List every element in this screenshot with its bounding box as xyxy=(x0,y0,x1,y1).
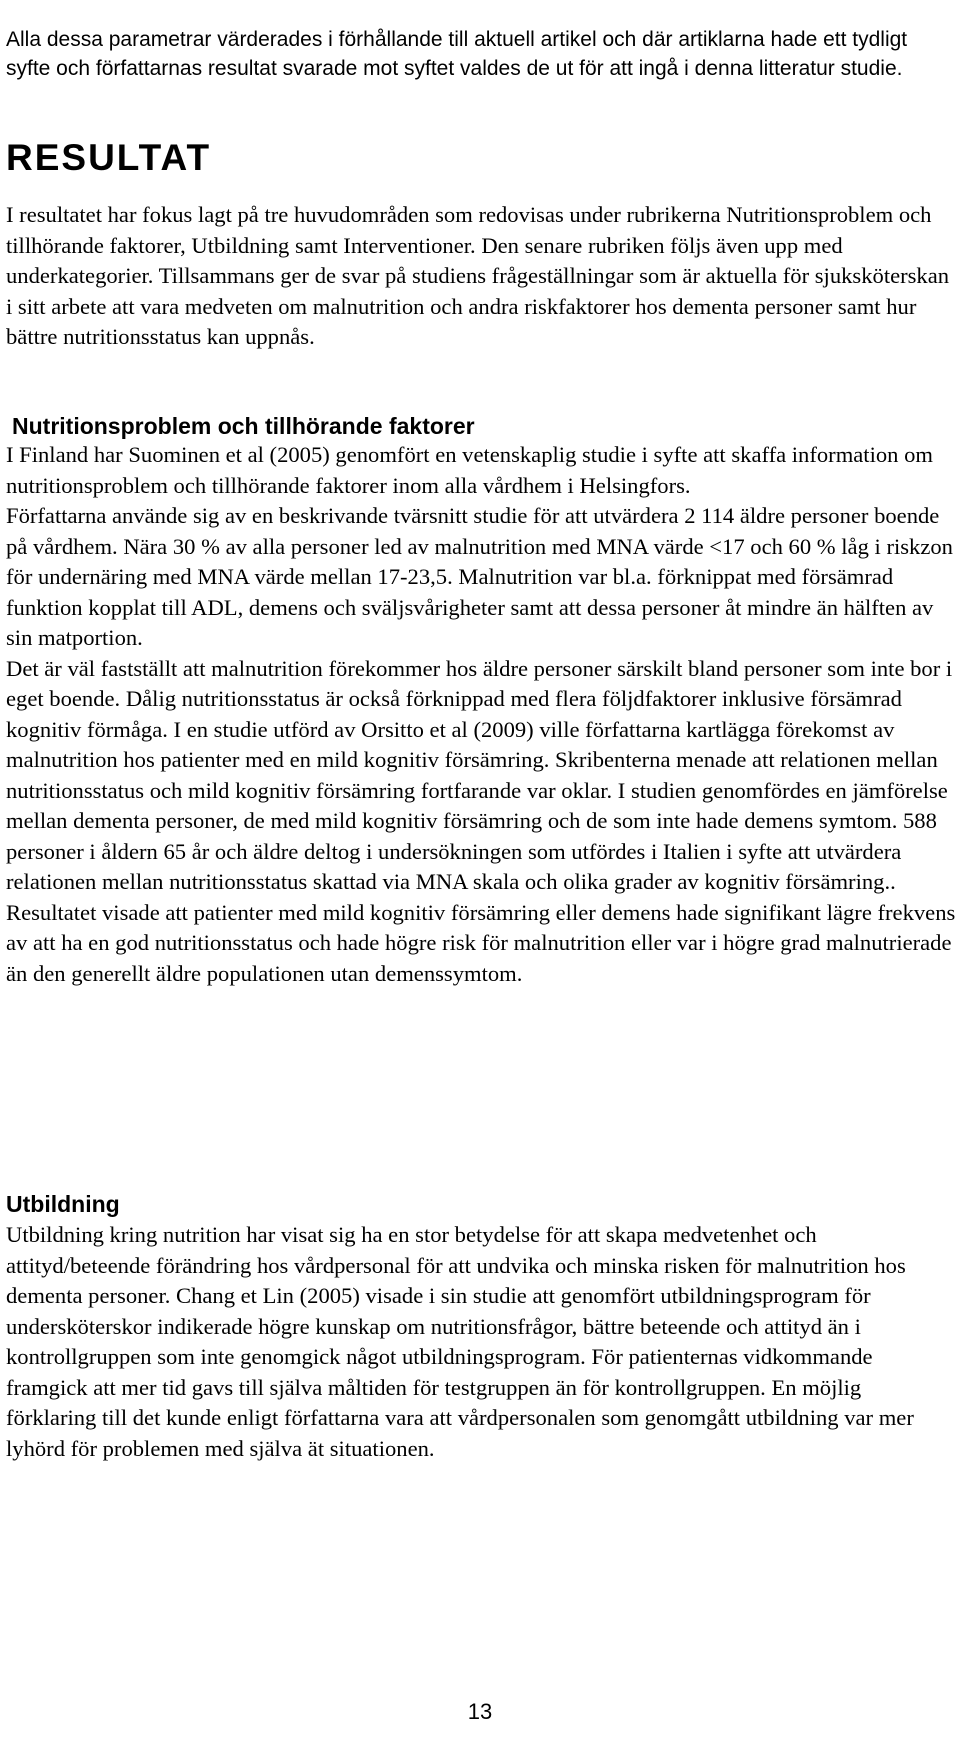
education-paragraph: Utbildning kring nutrition har visat sig ha en stor betydelse för att skapa medvetenhet och attityd/beteende förändring hos vårdpersonal för att undvika och minska risken för malnutrition hos dementa personer. Chang et Lin (2005) visade i sin studie att genomfört utbildningsprogram för undersköterskor indikerade högre kunskap om nutritionsfrågor, bättre beteende och attityd än i kontrollgruppen som inte genomgick något utbildningsprogram. För patienternas vidkommande framgick att mer tid gavs till själva måltiden för testgruppen än för kontrollgruppen. En möjlig förklaring till det kunde enligt författarna vara att vårdpersonalen som genomgått utbildning var mer lyhörd för problemen med själva ät situationen. xyxy=(6,1222,914,1461)
nutrition-paragraph: Författarna använde sig av en beskrivande tvärsnitt studie för att utvärdera 2 114 äldre personer boende på vårdhem. Nära 30 % av alla personer led av malnutrition med MNA värde <17 och 60 % låg i riskzon för undernäring med MNA värde mellan 17-23,5. Malnutrition var bl.a. förknippat med försämrad funktion kopplat till ADL, demens och sväljsvårigheter samt att dessa personer åt mindre än hälften av sin matportion. xyxy=(6,503,953,650)
result-intro-paragraph: I resultatet har fokus lagt på tre huvudområden som redovisas under rubrikerna Nutritionsproblem och tillhörande faktorer, Utbildning samt Interventioner. Den senare rubriken följs även upp med underkategorier. Tillsammans ger de svar på studiens frågeställningar som är aktuella för sjuksköterskan i sitt arbete att vara medveten om malnutrition och andra riskfaktorer hos dementa personer samt hur bättre nutritionsstatus kan uppnås. xyxy=(6,202,950,349)
page-number: 13 xyxy=(467,1699,493,1724)
nutrition-paragraph: I Finland har Suominen et al (2005) genomfört en vetenskaplig studie i syfte att skaffa information om nutritionsproblem och tillhörande faktorer inom alla vårdhem i Helsingfors. xyxy=(6,442,933,498)
nutrition-heading: Nutritionsproblem och tillhörande faktorer xyxy=(12,413,475,439)
result-heading: RESULTAT xyxy=(6,137,212,178)
education-heading: Utbildning xyxy=(6,1191,120,1217)
nutrition-paragraph: Det är väl fastställt att malnutrition förekommer hos äldre personer särskilt bland personer som inte bor i eget boende. Dålig nutritionsstatus är också förknippad med flera följdfaktorer inklusive försämrad kognitiv förmåga. I en studie utförd av Orsitto et al (2009) ville författarna kartlägga förekomst av malnutrition hos patienter med en mild kognitiv försämring. Skribenterna menade att relationen mellan nutritionsstatus och mild kognitiv försämring fortfarande var oklar. I studien genomfördes en jämförelse mellan dementa personer, de med mild kognitiv försämring och de som inte hade demens symtom. 588 personer i åldern 65 år och äldre deltog i undersökningen som utfördes i Italien i syfte att utvärdera relationen mellan nutritionsstatus skattad via MNA skala och olika grader av kognitiv försämring.. Resultatet visade att patienter med mild kognitiv försämring eller demens hade signifikant lägre frekvens av att ha en god nutritionsstatus och hade högre risk för malnutrition eller var i högre grad malnutrierade än den generellt äldre populationen utan demenssymtom. xyxy=(6,655,956,986)
lead-paragraph: Alla dessa parametrar värderades i förhållande till aktuell artikel och där artiklarna hade ett tydligt syfte och författarnas resultat svarade mot syftet valdes de ut för att ingå i denna litteratur studie. xyxy=(6,28,908,80)
nutrition-section-body xyxy=(6,440,956,989)
